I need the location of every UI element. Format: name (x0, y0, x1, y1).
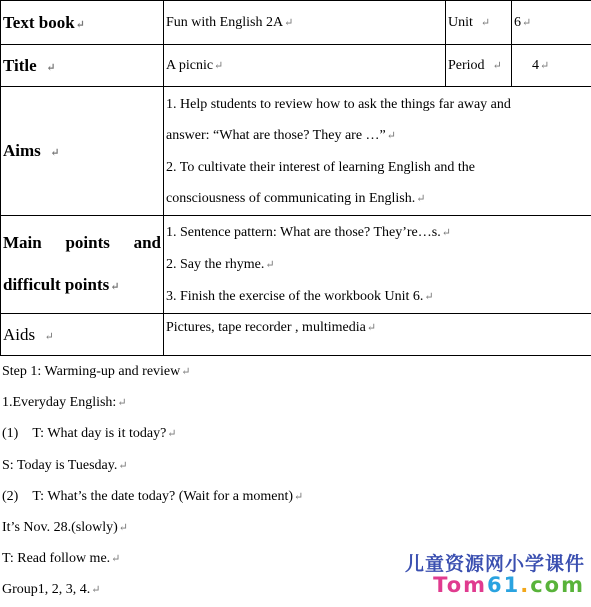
period-label: Period (448, 58, 485, 73)
paragraph-mark: ↵ (214, 60, 223, 72)
title-value: A picnic (166, 58, 213, 73)
watermark-url (433, 573, 585, 597)
paragraph-mark: ↵ (522, 17, 531, 29)
paragraph-mark: ↵ (119, 522, 128, 534)
paragraph-mark: ↵ (76, 19, 85, 31)
body-line (2, 387, 562, 418)
aims-row (1, 87, 591, 216)
paragraph-mark: ↵ (424, 291, 433, 303)
body-line-text: It’s Nov. 28.(slowly) (2, 520, 118, 535)
main-point-item (166, 281, 589, 313)
period-label-cell (446, 45, 512, 87)
paragraph-mark: ↵ (118, 460, 127, 472)
aids-label: Aids (3, 325, 35, 344)
body-line-text: (1) T: What day is it today? (2, 426, 166, 441)
aims-line: 1. Help students to review how to ask the things far away and (166, 89, 589, 120)
main-points-value-cell (164, 216, 591, 314)
main-points-label-line2 (3, 264, 161, 308)
aims-value-cell (164, 87, 591, 216)
paragraph-mark: ↵ (265, 259, 274, 271)
textbook-row (1, 1, 591, 45)
paragraph-mark: ↵ (416, 193, 425, 205)
aims-line-text: answer: “What are those? They are …” (166, 128, 386, 143)
paragraph-mark: ↵ (284, 17, 293, 29)
body-line-text: S: Today is Tuesday. (2, 458, 117, 473)
title-label: Title (3, 56, 37, 75)
period-value: 4 (532, 58, 539, 73)
body-line (2, 512, 562, 543)
unit-label-cell (446, 1, 512, 45)
textbook-label: Text book (3, 13, 75, 32)
paragraph-mark: ↵ (111, 553, 120, 565)
textbook-label-cell (1, 1, 164, 45)
body-line-text: Group1, 2, 3, 4. (2, 582, 90, 597)
watermark-url-part: Tom (433, 573, 487, 597)
paragraph-mark: ↵ (45, 331, 54, 343)
aims-label: Aims (3, 141, 41, 160)
body-line (2, 418, 562, 449)
aims-label-cell (1, 87, 164, 216)
site-watermark (387, 549, 587, 599)
aims-line (166, 120, 589, 152)
paragraph-mark: ↵ (91, 584, 100, 596)
aids-value-cell (164, 314, 591, 356)
main-points-label-line1: Main points and (3, 222, 161, 264)
body-line-text: Step 1: Warming-up and review (2, 364, 180, 379)
body-line (2, 481, 562, 512)
paragraph-mark: ↵ (110, 281, 119, 293)
main-point-item (166, 249, 589, 281)
title-label-cell (1, 45, 164, 87)
paragraph-mark: ↵ (493, 60, 502, 72)
unit-value-cell (512, 1, 591, 45)
aims-line (166, 183, 589, 215)
aims-line-text: consciousness of communicating in English. (166, 191, 415, 206)
paragraph-mark: ↵ (181, 366, 190, 378)
watermark-url-part: 61 (487, 573, 520, 597)
textbook-value: Fun with English 2A (166, 15, 283, 30)
main-point-text: 1. Sentence pattern: What are those? They’re…s. (166, 225, 441, 240)
paragraph-mark: ↵ (367, 322, 376, 334)
paragraph-mark: ↵ (117, 397, 126, 409)
main-points-row (1, 216, 591, 314)
paragraph-mark: ↵ (50, 147, 59, 159)
period-value-cell (512, 45, 591, 87)
aids-row (1, 314, 591, 356)
aids-label-cell (1, 314, 164, 356)
aims-line: 2. To cultivate their interest of learning English and the (166, 152, 589, 183)
title-row (1, 45, 591, 87)
unit-value: 6 (514, 15, 521, 30)
main-point-text: 2. Say the rhyme. (166, 257, 264, 272)
main-point-item (166, 217, 589, 249)
paragraph-mark: ↵ (294, 491, 303, 503)
title-value-cell (164, 45, 446, 87)
main-points-label-text: difficult points (3, 275, 109, 294)
paragraph-mark: ↵ (442, 227, 451, 239)
body-line (2, 356, 562, 387)
main-points-label-cell (1, 216, 164, 314)
paragraph-mark: ↵ (387, 130, 396, 142)
aids-value: Pictures, tape recorder , multimedia (166, 320, 366, 335)
paragraph-mark: ↵ (46, 62, 55, 74)
body-line-text: (2) T: What’s the date today? (Wait for a moment) (2, 489, 293, 504)
main-point-text: 3. Finish the exercise of the workbook Unit 6. (166, 289, 423, 304)
body-line-text: 1.Everyday English: (2, 395, 116, 410)
watermark-url-part: com (530, 573, 585, 597)
textbook-value-cell (164, 1, 446, 45)
body-line (2, 450, 562, 481)
body-line-text: T: Read follow me. (2, 551, 110, 566)
watermark-chinese-text: 儿童资源网小学课件 (405, 549, 585, 576)
paragraph-mark: ↵ (540, 60, 549, 72)
paragraph-mark: ↵ (167, 428, 176, 440)
paragraph-mark: ↵ (481, 17, 490, 29)
watermark-url-part: . (520, 573, 530, 597)
unit-label: Unit (448, 15, 473, 30)
